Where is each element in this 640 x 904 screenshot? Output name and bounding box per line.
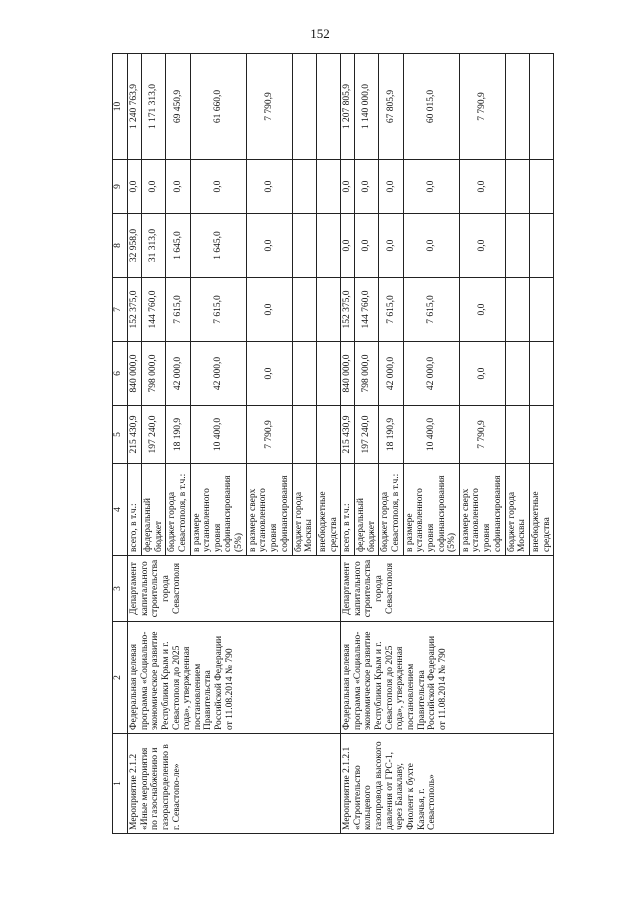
header-cell: 2: [113, 622, 128, 734]
header-cell: 5: [113, 406, 128, 464]
value-cell: 0,0: [355, 160, 379, 214]
value-cell: 7 615,0: [403, 278, 459, 342]
value-cell: 798 000,0: [142, 342, 166, 406]
value-cell: 215 430,9: [341, 406, 355, 464]
value-cell: [505, 160, 529, 214]
value-cell: 152 375,0: [341, 278, 355, 342]
value-cell: 42 000,0: [190, 342, 246, 406]
value-cell: 215 430,9: [128, 406, 142, 464]
header-cell: 4: [113, 464, 128, 556]
header-cell: 3: [113, 556, 128, 622]
value-cell: 7 790,9: [246, 406, 292, 464]
value-cell: [530, 406, 554, 464]
value-cell: [316, 406, 340, 464]
funding-source-cell: федеральный бюджет: [355, 464, 379, 556]
value-cell: 10 400,0: [190, 406, 246, 464]
rotated-table-container: [112, 54, 552, 834]
value-cell: 0,0: [459, 278, 505, 342]
value-cell: 67 805,9: [379, 54, 403, 160]
header-cell: 8: [113, 214, 128, 278]
value-cell: 42 000,0: [403, 342, 459, 406]
value-cell: [530, 160, 554, 214]
value-cell: 1 207 805,9: [341, 54, 355, 160]
value-cell: 7 790,9: [459, 406, 505, 464]
funding-source-cell: в размере сверх установленного уровня софинансирования: [246, 464, 292, 556]
value-cell: [292, 278, 316, 342]
header-cell: 1: [113, 734, 128, 834]
value-cell: 10 400,0: [403, 406, 459, 464]
value-cell: [316, 214, 340, 278]
header-cell: 6: [113, 342, 128, 406]
value-cell: 0,0: [459, 160, 505, 214]
value-cell: 1 645,0: [166, 214, 190, 278]
header-cell: 7: [113, 278, 128, 342]
value-cell: 60 015,0: [403, 54, 459, 160]
funding-source-cell: федеральный бюджет: [142, 464, 166, 556]
value-cell: [530, 214, 554, 278]
value-cell: 18 190,9: [166, 406, 190, 464]
funding-source-cell: в размере установленного уровня софинансирования (5%): [190, 464, 246, 556]
value-cell: [292, 406, 316, 464]
value-cell: 144 760,0: [355, 278, 379, 342]
value-cell: 152 375,0: [128, 278, 142, 342]
value-cell: 7 615,0: [190, 278, 246, 342]
value-cell: 0,0: [341, 160, 355, 214]
value-cell: 0,0: [190, 160, 246, 214]
value-cell: [292, 214, 316, 278]
value-cell: 7 615,0: [166, 278, 190, 342]
program-cell: Федеральная целевая программа «Социально-экономическое развитие Республики Крым и г. Севастополя до 2025 года», утвержденная постановлением Правительства Российской Федерации от 11.08.2014 № 790: [341, 622, 554, 734]
funding-source-cell: внебюджетные средства: [530, 464, 554, 556]
value-cell: 0,0: [379, 214, 403, 278]
value-cell: 0,0: [246, 160, 292, 214]
value-cell: [292, 160, 316, 214]
rotated-table: [112, 54, 552, 834]
executor-cell: Департамент капитального строительства города Севастополя: [341, 556, 554, 622]
executor-cell: Департамент капитального строительства города Севастополя: [128, 556, 341, 622]
value-cell: 1 140 000,0: [355, 54, 379, 160]
value-cell: [292, 342, 316, 406]
value-cell: [505, 54, 529, 160]
value-cell: [316, 54, 340, 160]
header-cell: 9: [113, 160, 128, 214]
value-cell: [505, 342, 529, 406]
value-cell: [530, 342, 554, 406]
value-cell: [292, 54, 316, 160]
funding-source-cell: бюджет города Севастополя, в т.ч.:: [379, 464, 403, 556]
value-cell: 32 958,0: [128, 214, 142, 278]
value-cell: 197 240,0: [142, 406, 166, 464]
value-cell: 1 240 763,9: [128, 54, 142, 160]
value-cell: 1 171 313,0: [142, 54, 166, 160]
value-cell: 840 000,0: [128, 342, 142, 406]
value-cell: 798 000,0: [355, 342, 379, 406]
value-cell: 0,0: [128, 160, 142, 214]
funding-source-cell: в размере сверх установленного уровня софинансирования: [459, 464, 505, 556]
value-cell: [316, 160, 340, 214]
value-cell: 42 000,0: [379, 342, 403, 406]
value-cell: 7 790,9: [459, 54, 505, 160]
header-cell: 10: [113, 54, 128, 160]
value-cell: 31 313,0: [142, 214, 166, 278]
funding-source-cell: всего, в т.ч.:: [128, 464, 142, 556]
value-cell: 0,0: [379, 160, 403, 214]
value-cell: 0,0: [246, 278, 292, 342]
funding-source-cell: бюджет города Москвы: [292, 464, 316, 556]
value-cell: [505, 406, 529, 464]
value-cell: 1 645,0: [190, 214, 246, 278]
value-cell: 69 450,9: [166, 54, 190, 160]
table-row: [341, 54, 355, 834]
value-cell: 0,0: [403, 214, 459, 278]
value-cell: 0,0: [246, 214, 292, 278]
value-cell: 7 790,9: [246, 54, 292, 160]
header-row: [113, 54, 128, 834]
value-cell: 61 660,0: [190, 54, 246, 160]
value-cell: 144 760,0: [142, 278, 166, 342]
value-cell: 197 240,0: [355, 406, 379, 464]
value-cell: [505, 214, 529, 278]
value-cell: 7 615,0: [379, 278, 403, 342]
funding-source-cell: всего, в т.ч.:: [341, 464, 355, 556]
value-cell: 0,0: [403, 160, 459, 214]
value-cell: [530, 54, 554, 160]
table-row: [128, 54, 142, 834]
measure-cell: Мероприятие 2.1.2.1 «Строительство кольцевого газопровода высокого давления от ГРС-1, через Балаклаву, Фиолент к бухте Казачья, г. Севастополь»: [341, 734, 554, 834]
measure-cell: Мероприятие 2.1.2 «Иные мероприятия по газоснабжению и газораспределению в г. Севастопо-ле»: [128, 734, 341, 834]
program-cell: Федеральная целевая программа «Социально-экономическое развитие Республики Крым и г. Севастополя до 2025 года», утвержденная постановлением Правительства Российской Федерации от 11.08.2014 № 790: [128, 622, 341, 734]
value-cell: 0,0: [142, 160, 166, 214]
value-cell: [316, 342, 340, 406]
value-cell: 18 190,9: [379, 406, 403, 464]
value-cell: 42 000,0: [166, 342, 190, 406]
value-cell: [530, 278, 554, 342]
page-number: 152: [310, 26, 330, 41]
value-cell: 0,0: [459, 342, 505, 406]
value-cell: 0,0: [355, 214, 379, 278]
budget-table: [112, 53, 554, 834]
value-cell: [505, 278, 529, 342]
value-cell: 0,0: [459, 214, 505, 278]
funding-source-cell: внебюджетные средства: [316, 464, 340, 556]
funding-source-cell: в размере установленного уровня софинансирования (5%): [403, 464, 459, 556]
funding-source-cell: бюджет города Москвы: [505, 464, 529, 556]
funding-source-cell: бюджет города Севастополя, в т.ч.:: [166, 464, 190, 556]
value-cell: 0,0: [246, 342, 292, 406]
value-cell: [316, 278, 340, 342]
value-cell: 0,0: [166, 160, 190, 214]
value-cell: 840 000,0: [341, 342, 355, 406]
value-cell: 0,0: [341, 214, 355, 278]
